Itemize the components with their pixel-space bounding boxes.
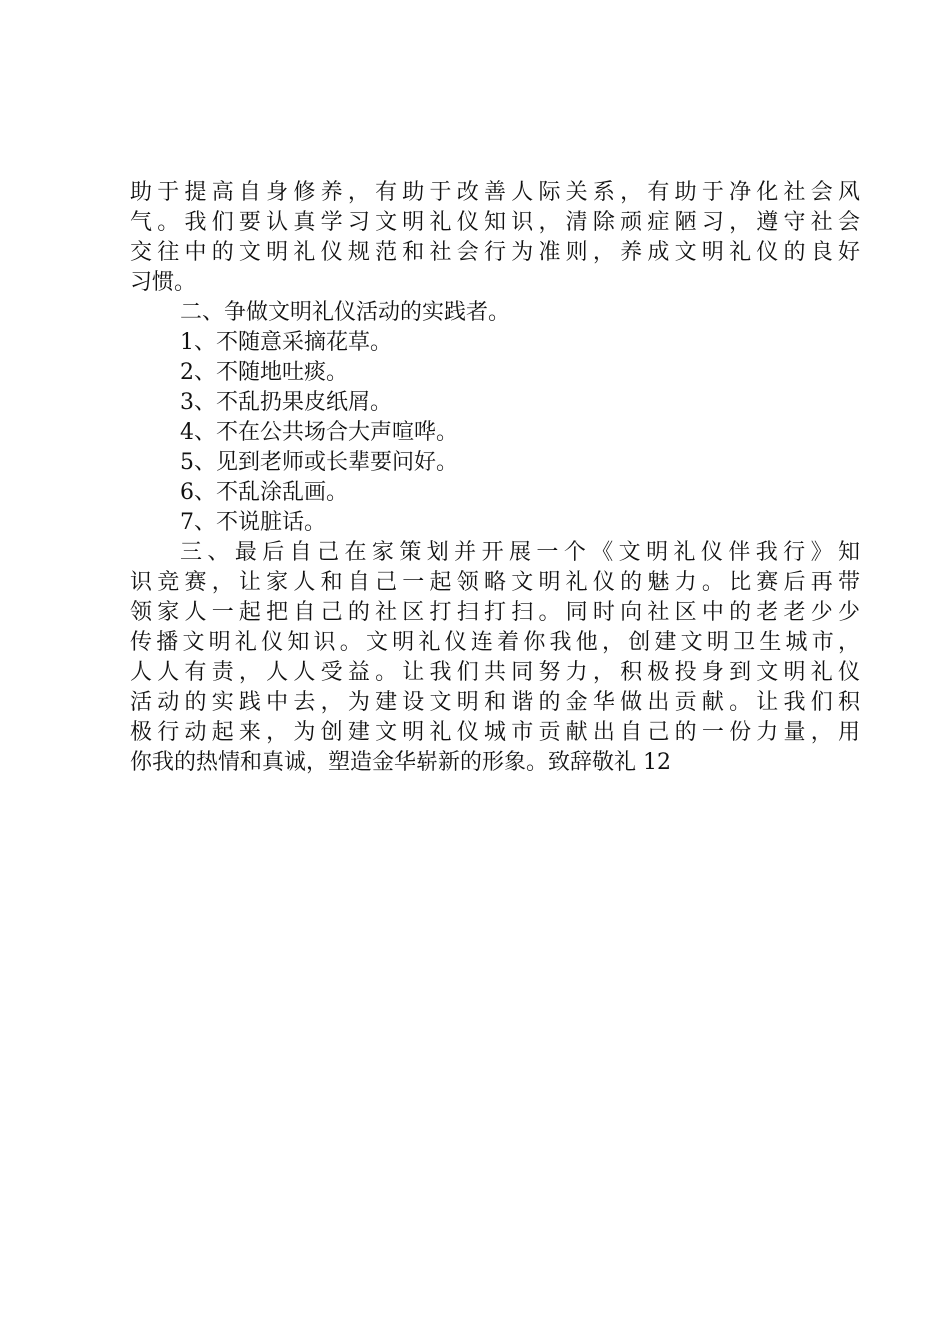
list-item: 7、不说脏话。 [180,510,326,535]
list-item: 3、不乱扔果皮纸屑。 [180,390,392,415]
list-item: 5、见到老师或长辈要问好。 [180,450,458,475]
list-item: 2、不随地吐痰。 [180,360,348,385]
list-item: 6、不乱涂乱画。 [180,480,348,505]
paragraph-line: 你我的热情和真诚，塑造金华崭新的形象。致辞敬礼 12 [130,750,671,775]
paragraph-line: 气。我们要认真学习文明礼仪知识，清除顽症陋习，遵守社会 [130,210,860,235]
paragraph-line: 交往中的文明礼仪规范和社会行为准则，养成文明礼仪的良好 [130,240,860,265]
paragraph-line: 人人有责，人人受益。让我们共同努力，积极投身到文明礼仪 [130,660,860,685]
section-heading: 二、争做文明礼仪活动的实践者。 [180,300,511,325]
paragraph-line: 极行动起来，为创建文明礼仪城市贡献出自己的一份力量，用 [130,720,860,745]
list-item: 1、不随意采摘花草。 [180,330,392,355]
paragraph-line: 传播文明礼仪知识。文明礼仪连着你我他，创建文明卫生城市， [130,630,860,655]
list-item: 4、不在公共场合大声喧哗。 [180,420,458,445]
paragraph-line: 识竞赛，让家人和自己一起领略文明礼仪的魅力。比赛后再带 [130,570,860,595]
paragraph-line: 习惯。 [130,270,197,295]
paragraph-line: 领家人一起把自己的社区打扫打扫。同时向社区中的老老少少 [130,600,860,625]
paragraph-line: 活动的实践中去，为建设文明和谐的金华做出贡献。让我们积 [130,690,860,715]
section-heading: 三、最后自己在家策划并开展一个《文明礼仪伴我行》知 [180,540,860,565]
paragraph-line: 助于提高自身修养，有助于改善人际关系，有助于净化社会风 [130,180,860,205]
document-body [130,178,860,778]
